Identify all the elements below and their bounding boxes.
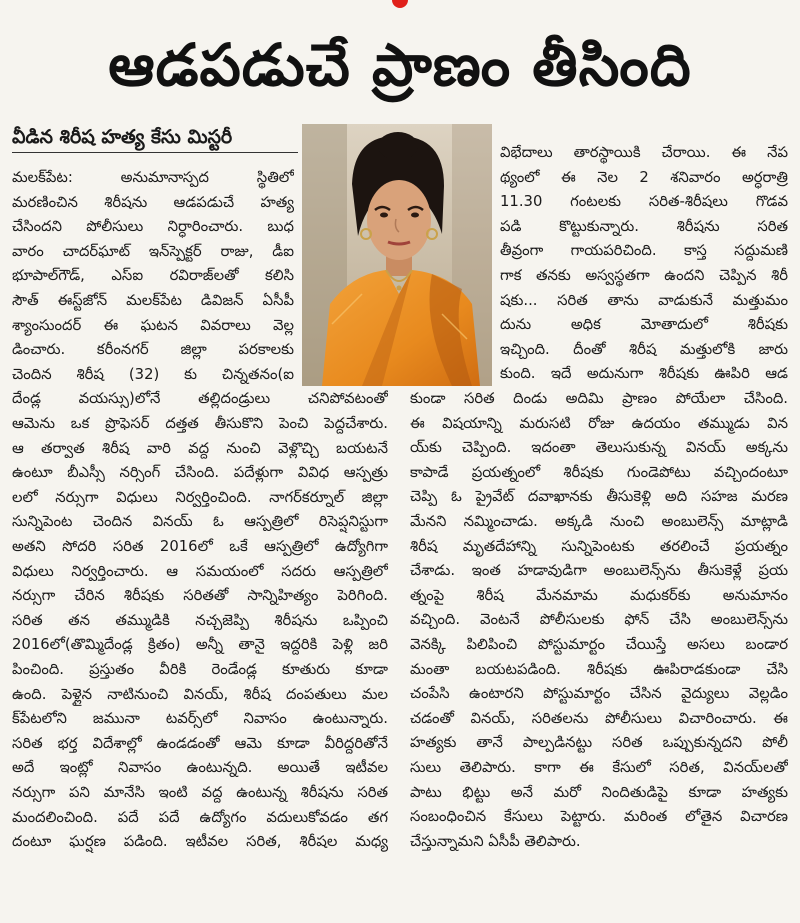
article-line: చెందిన శిరీష (32) కు చిన్నతనం(ఐ xyxy=(12,365,294,383)
article-line: ఉంది. పెళ్లైన నాటినుంచి వినయ్, శిరీష దంపతులు మల xyxy=(12,685,388,703)
article-line: ఆమెను ఒక ప్రొఫెసర్ దత్తత తీసుకొని పెంచి పెద్దచేశారు. xyxy=(12,415,388,432)
article-line: దును అధిక మోతాదులో శిరీషకు xyxy=(500,316,788,334)
article-line: సున్నిపెంట చెందిన వినయ్ ఓ ఆస్పత్రిలో రిసెప్షనిస్టుగా xyxy=(12,513,388,531)
article-line: ఉంటూ బీఎస్సీ నర్సింగ్ చేసింది. పదేళ్లుగా వివిధ ఆస్పత్రు xyxy=(12,464,388,482)
article-line: భూపాల్‌గౌడ్, ఎస్‌ఐ రవిరాజ్‌లతో కలిసి xyxy=(12,267,294,285)
article-line: 2016లో(తొమ్మిదేండ్ల క్రితం) అన్నీ తానై ఇద్దరికి పెళ్లి జరి xyxy=(12,636,388,654)
article-line: అతని సోదరి సరిత 2016లో ఒకే ఆస్పత్రిలో ఉద్యోగిగా xyxy=(12,538,388,555)
article-line: నర్సుగా పని మానేసి ఇంటి వద్ద ఉంటున్న శిరీషను సరిత xyxy=(12,784,388,801)
article-line: సులు తెలిపారు. కాగా ఈ కేసులో సరిత, వినయ్‌లతో xyxy=(410,759,788,776)
article-line: మరణించిన శిరీషను ఆడపడుచే హత్య xyxy=(12,193,294,211)
article-line: షకు... సరిత తాను వాడుకునే మత్తుమం xyxy=(500,291,788,309)
article-line: క్‌పేటలోని జమునా టవర్స్‌లో నివాసం ఉంటున్నారు. xyxy=(12,710,388,728)
article-line: య్‌కు చెప్పింది. ఇదంతా తెలుసుకున్న వినయ్ అక్కను xyxy=(410,439,788,457)
article-line: నర్సుగా చేరిన శిరీషకు సరితతో సాన్నిహిత్యం పెరిగింది. xyxy=(12,587,388,605)
article-line: ఇచ్చింది. దీంతో శిరీష మత్తులోకి జారు xyxy=(500,340,788,358)
article-line: చేసిందని పోలీసులు నిర్ధారించారు. బుధ xyxy=(12,218,294,236)
article-line: దంటూ ఘర్షణ పడింది. ఇటీవల సరిత, శిరీషల మధ్య xyxy=(12,833,388,851)
article-line: పడి కొట్టుకున్నారు. శిరీషను సరిత xyxy=(500,217,788,235)
article-line: సరిత భర్త విదేశాల్లో ఉండడంతో ఆమె కూడా వీరిద్దరితోనే xyxy=(12,734,388,752)
article-line: సంబంధించిన కేసులు పెట్టారు. మరింత లోతైన విచారణ xyxy=(410,808,788,826)
article-line: వెనక్కి పిలిపించి పోస్టుమార్టం చేయిస్తే అసలు బండార xyxy=(410,636,788,653)
header-red-dot xyxy=(392,0,408,8)
article-line: చేస్తున్నామని ఏసీపీ తెలిపారు. xyxy=(410,832,581,850)
article-line: పాటు భిట్టు అనే మరో నిందితుడిపై కూడా హత్యకు xyxy=(410,783,788,801)
subheadline: వీడిన శిరీష హత్య కేసు మిస్టరీ xyxy=(12,124,298,153)
article-line: చేశాడు. ఇంత హడావుడిగా అంబులెన్స్‌ను తీసుకెళ్లే ప్రయ xyxy=(410,562,788,580)
article-line: విధులు నిర్వర్తించారు. ఆ సమయంలో సదరు ఆస్పత్రిలో xyxy=(12,562,388,580)
article-line: ఆ తర్వాత శిరీష వారి వద్ద నుంచి వెళ్లొచ్చి బయటనే xyxy=(12,439,388,457)
article-line: ఈ విషయాన్ని మరుసటి రోజు ఉదయం తమ్ముడు విన xyxy=(410,414,788,432)
article-line: చెప్పి ఓ ప్రైవేట్ దవాఖానకు తీసుకెళ్లి అది సహజ మరణ xyxy=(410,488,788,506)
article-line: అదే ఇంట్లో నివాసం ఉంటున్నది. అయితే ఇటీవల xyxy=(12,759,388,777)
article-line: చడంతో వినయ్, సరితలను పోలీసులు విచారించారు. ఈ xyxy=(410,709,788,727)
article-line: మంతా బయటపడింది. శిరీషకు ఊపిరాడకుండా చేసి xyxy=(410,660,788,678)
article-line: వారం చాదర్‌ఘాట్ ఇన్‌స్పెక్టర్ రాజు, డీఐ xyxy=(12,242,294,260)
article-line: థ్యంలో ఈ నెల 2 శనివారం అర్ధరాత్రి xyxy=(500,168,788,186)
article-line: వచ్చింది. వెంటనే పోలీసులకు ఫోన్ చేసి అంబులెన్స్‌ను xyxy=(410,611,788,629)
article-line: చంపేసి ఉంటారని పోస్టుమార్టం చేసిన వైద్యులు వెల్లడిం xyxy=(410,685,788,703)
article-line: మేనని నమ్మించాడు. అక్కడి నుంచి అంబులెన్స్ మాట్లాడి xyxy=(410,513,788,530)
article-line: శిరీష మృతదేహాన్ని సున్నిపెంటకు తరలించే ప్రయత్నం xyxy=(410,537,788,555)
article-line: కాపాడే ప్రయత్నంలో శిరీషకు గుండెపోటు వచ్చిందంటూ xyxy=(410,463,788,481)
article-line: త్నంపై శిరీష మేనమామ మధుకర్‌కు అనుమానం xyxy=(410,586,788,604)
article-line: మందలించింది. పదే పదే ఉద్యోగం వదులుకోవడం తగ xyxy=(12,808,388,826)
headline: ఆడపడుచే ప్రాణం తీసింది xyxy=(108,31,692,99)
article-line: లలో నర్సుగా విధులు నిర్వర్తించింది. నాగర్‌కర్నూల్ జిల్లా xyxy=(12,488,388,506)
article-line: తీవ్రంగా గాయపరిచింది. కాస్త సద్దుమణి xyxy=(500,242,788,260)
article-line: సరిత తన తమ్ముడికి నచ్చజెప్పి శిరీషను ఒప్పించి xyxy=(12,611,388,629)
article-line: డించారు. కరీంనగర్ జిల్లా పరకాలకు xyxy=(12,341,294,359)
article-line: పించింది. ప్రస్తుతం వీరికి రెండేండ్ల కూతురు కూడా xyxy=(12,661,388,678)
article-line: దేండ్ల వయస్సు)లోనే తల్లిదండ్రులు చనిపోవటంతో xyxy=(12,390,388,408)
article-line: విభేదాలు తారస్థాయికి చేరాయి. ఈ నేప xyxy=(500,144,788,161)
article-line: హత్యకు తానే పాల్పడినట్టు సరిత ఒప్పుకున్నదని పోలీ xyxy=(410,734,788,752)
article-line: 11.30 గంటలకు సరిత-శిరీషలు గొడవ xyxy=(500,193,788,211)
article-line: మలక్‌పేట: అనుమానాస్పద స్థితిలో xyxy=(12,169,294,186)
article-line: కుంది. ఇదే అదునుగా శిరీషకు ఊపిరి ఆడ xyxy=(500,365,788,383)
article-line: సౌత్ ఈస్ట్‌జోన్ మలక్‌పేట డివిజన్ ఏసీపీ xyxy=(12,292,294,309)
article-line: గాక తనకు అస్వస్థతగా ఉందని చెప్పిన శిరీ xyxy=(500,267,788,284)
article-line: శ్యాంసుందర్ ఈ ఘటన వివరాలు వెల్ల xyxy=(12,316,294,334)
article-line: కుండా సరిత దిండు అదిమి ప్రాణం పోయేలా చేసింది. xyxy=(410,390,788,407)
victim-photo xyxy=(302,124,492,386)
